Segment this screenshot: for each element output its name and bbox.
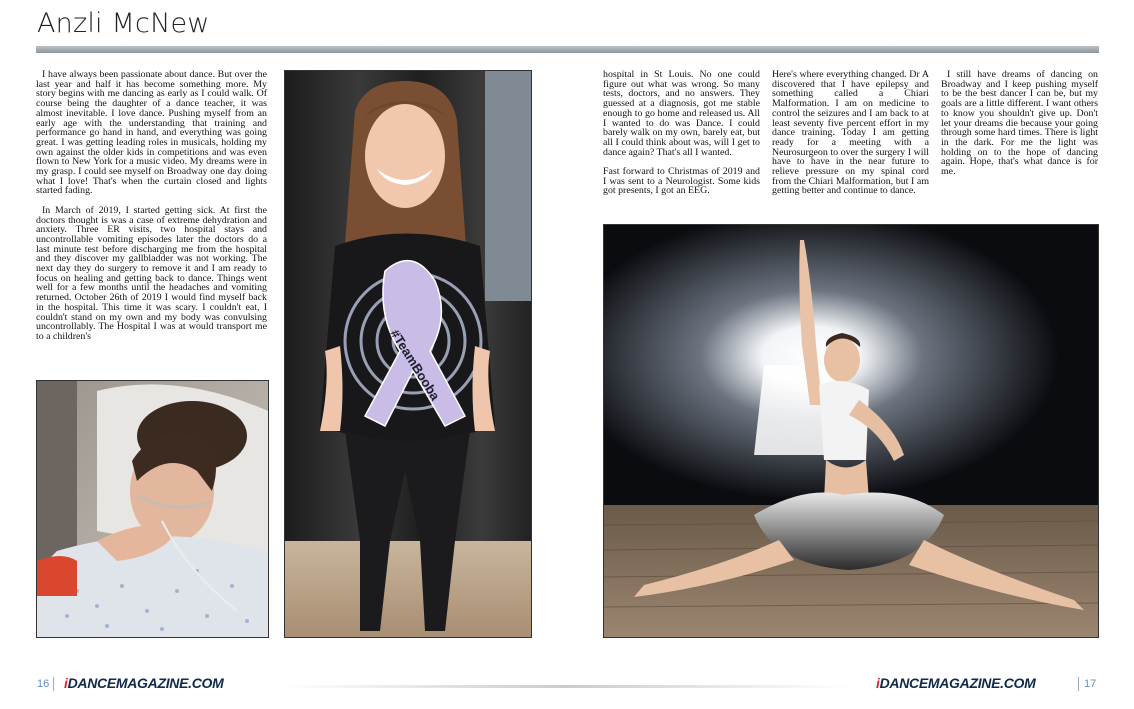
paragraph: Here's where everything changed. Dr A discovered that I have epilepsy and something called a Chiari Malformation. I am on medicine to control the seizures and I am back to at least seventy five percent effort in my dance training. Today I am getting ready for a meeting with a Neurosurgeon to over the surgery I will have to have in the near future to relieve pressure on my spinal cord from the Chiari Malformation, but I am getting better and continue to dance. [772,69,929,197]
paragraph: Fast forward to Christmas of 2019 and I was sent to a Neurologist. Some kids got presents, I got an EEG. [603,166,760,197]
paragraph: In March of 2019, I started getting sick. At first the doctors thought is was a case of extreme dehydration and anxiety. Three ER visits, two hospital stays and uncontrollable vomiting episodes later the doctors do a last minute test before discharging me from the hospital and they discover my gallbladder was not working. The next day they do surgery to remove it and I am ready to focus on healing and getting back to dance. Things went well for a few months until the headaches and vomiting returned. October 26th of 2019 I would find myself back in the hospital. This time it was scary. I couldn't eat, I couldn't stand on my own and my body was convulsing uncontrollably. The Hospital I was at would transport me to a children's [36,204,267,342]
header-rule [36,46,1099,53]
brand-i: i [64,675,68,691]
paragraph: I still have dreams of dancing on Broadway and I keep pushing myself to be the best dancer I can be, but my goals are a little different. I want others to know you shouldn't give up. Don't let your dreams die because your going through some hard times. There is light in the dark. For me the light was holding on to the hope of dancing again. Hope, that's what dance is for me. [941,69,1098,178]
brand-text: DANCEMAGAZINE.COM [67,675,224,691]
page-number-left: 16 [37,678,50,690]
hospital-photo-art [37,381,268,637]
brand-text: DANCEMAGAZINE.COM [879,675,1036,691]
hospital-photo [36,380,269,638]
magazine-brand-left [64,675,224,691]
page-number-divider [1078,677,1079,691]
brand-i: i [876,675,880,691]
article-column-3 [772,70,929,206]
team-shirt-photo-art [285,71,531,637]
page-number-divider [53,677,54,691]
shirt-text: #TeamBooba [387,326,443,404]
paragraph: I have always been passionate about dance. But over the last year and half it has become something more. My story begins with me dancing as early as I could walk. Of course being the daughter of a dance teacher, it was almost inevitable. I love dance. Pushing myself from an early age with the understanding that training and performance go hand in hand, and everything was going great. I was getting leading roles in musicals, holding my own against the older kids in competitions and was even flown to New York for a music video. My dreams were in my grasp. I could see myself on Broadway one day doing what I love! That's when the curtain closed and lights started fading. [36,69,267,197]
team-shirt-photo [284,70,532,638]
article-column-2 [603,70,760,206]
page-title: Anzli McNew [37,8,210,39]
dance-photo [603,224,1099,638]
article-column-4 [941,70,1098,186]
magazine-brand-right [876,675,1036,691]
article-column-1 [36,70,267,351]
footer-rule [282,685,850,688]
dance-photo-art [604,225,1098,637]
page-number-right: 17 [1084,678,1097,690]
paragraph: hospital in St Louis. No one could figure out what was wrong. So many tests, doctors, and no answers. They guessed at a diagnosis, got me stable enough to go home and released us. All I wanted to do was Dance. I could barely walk on my own, barely eat, but all I could think about was, will I get to dance again? That's all I wanted. [603,69,760,158]
